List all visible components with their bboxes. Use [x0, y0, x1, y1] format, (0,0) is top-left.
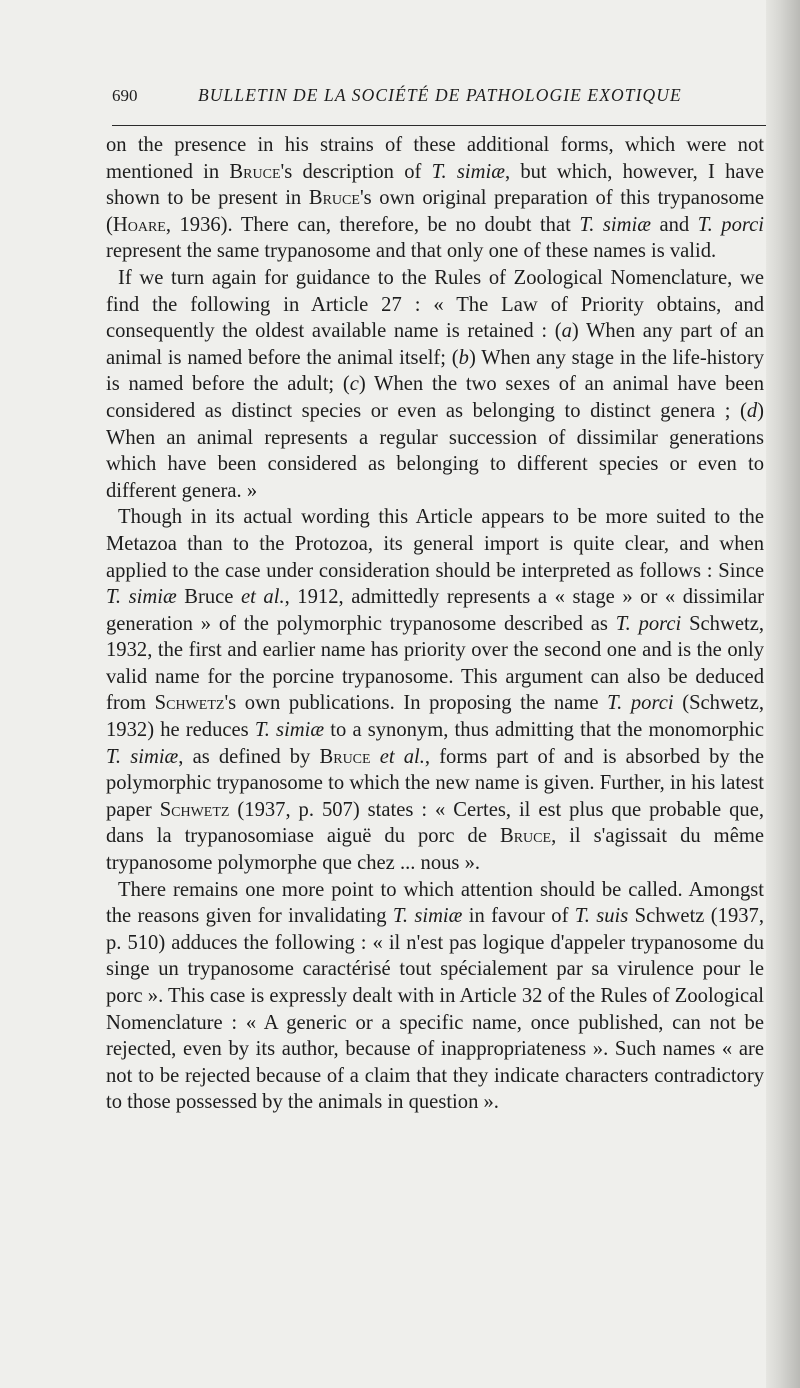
text-run: 's description of [280, 160, 432, 183]
text-run: , 1912, admittedly represents a « stage » or « dissimilar generation » of the polymorphic trypanosome described as [106, 586, 764, 635]
text-run [371, 746, 380, 768]
author-name: Bruce [499, 825, 552, 848]
text-run: ) When the two sexes of an animal have been considered as distinct species or even as belonging to distinct genera ; ( [106, 373, 764, 422]
species-name: T. simiæ [431, 160, 505, 183]
text-run: ) When any stage in the life-history is named before the adult; ( [106, 346, 764, 396]
text-run: Schwetz, 1932, the first and earlier name has priority over the second one and is the only valid name for the porcine trypanosome. This argument can also be deduced from [106, 612, 765, 715]
text-run: 's own publications. In proposing the name [224, 692, 608, 715]
author-name: Bruce [319, 745, 371, 768]
species-name: T. simiæ [579, 213, 651, 236]
species-name: T. simiæ [106, 586, 177, 609]
text-run: represent the same trypanosome and that only one of these names is valid. [106, 240, 717, 263]
text-run: (Schwetz, 1932) he reduces [106, 692, 764, 742]
text-run: , il s'agissait du même trypanosome polymorphe que chez ... nous ». [106, 825, 765, 875]
author-name: Schwetz [159, 798, 230, 821]
species-name: T. simiæ [392, 905, 463, 928]
species-name: T. porci [615, 612, 682, 635]
page-header [112, 84, 767, 114]
page-number: 690 [112, 86, 138, 105]
text-run: Bruce [176, 586, 241, 609]
species-name: T. suis [574, 905, 629, 928]
species-name: T. porci [697, 213, 764, 236]
text-run: (1937, p. 507) states : « Certes, il est plus que probable que, dans la trypanosomiase aiguë du porc de [106, 798, 764, 848]
list-marker: d [746, 399, 758, 422]
text-run: 's own original preparation of this trypanosome ( [106, 187, 764, 236]
text-run: in favour of [462, 905, 575, 928]
species-name: T. porci [607, 692, 674, 715]
author-name: Bruce [308, 187, 360, 210]
running-title: BULLETIN DE LA SOCIÉTÉ DE PATHOLOGIE EXOTIQUE [198, 85, 682, 105]
author-name: Hoare [112, 213, 166, 236]
paragraph-1 [106, 132, 764, 265]
text-run: ) When an animal represents a regular succession of dissimilar generations which have been considered as belonging to different species or even to different genera. » [106, 399, 764, 502]
text-run: ) When any part of an animal is named before the animal itself; ( [106, 320, 765, 369]
text-run: , forms part of and is absorbed by the polymorphic trypanosome to which the new name is given. Further, in his latest paper [106, 745, 764, 821]
text-run: , as defined by [178, 745, 320, 768]
text-run: on the presence in his strains of these additional forms, which were not mentioned in [106, 134, 764, 183]
page-edge-shadow [766, 0, 800, 1388]
text-run: and [650, 213, 698, 236]
list-marker: c [349, 373, 359, 396]
author-name: Schwetz [154, 692, 225, 715]
citation-etal: et al. [241, 586, 285, 609]
citation-etal: et al. [379, 745, 425, 768]
species-name: T. simiæ [106, 745, 179, 768]
text-run: , but which, however, I have shown to be present in [106, 160, 764, 210]
text-run: If we turn again for guidance to the Rules of Zoological Nomenclature, we find the following in Article 27 : « The Law of Priority obtains, and consequently the oldest available name is retained : ( [106, 266, 764, 343]
text-run: There remains one more point to which attention should be called. Amongst the reasons given for invalidating [106, 878, 764, 928]
list-marker: a [561, 320, 572, 343]
species-name: T. simiæ [254, 719, 325, 742]
header-rule [112, 125, 766, 126]
text-run: , 1936). There can, therefore, be no doubt that [165, 213, 580, 236]
list-marker: b [458, 346, 469, 369]
paragraph-2 [106, 265, 764, 504]
text-run: Though in its actual wording this Article appears to be more suited to the Metazoa than to the Protozoa, its general import is quite clear, and when applied to the case under consideration should be interpreted as follows : Since [106, 506, 764, 582]
text-run: to a synonym, thus admitting that the monomorphic [324, 719, 764, 742]
body-text [106, 132, 764, 1116]
paragraph-4 [106, 877, 764, 1116]
author-name: Bruce [229, 160, 281, 183]
paragraph-3 [106, 504, 764, 876]
text-run: Schwetz (1937, p. 510) adduces the following : « il n'est pas logique d'appeler trypanosome du singe un trypanosome caractérisé tout spécialement par sa virulence pour le porc ». This case is expressly dealt with in Article 32 of the Rules of Zoological Nomenclature : « A generic or a specific name, once published, can not be rejected, even by its author, because of inappropriateness ». Such names « are not to be rejected because of a claim that they indicate characters contradictory to those possessed by the animals in question ». [106, 905, 764, 1114]
